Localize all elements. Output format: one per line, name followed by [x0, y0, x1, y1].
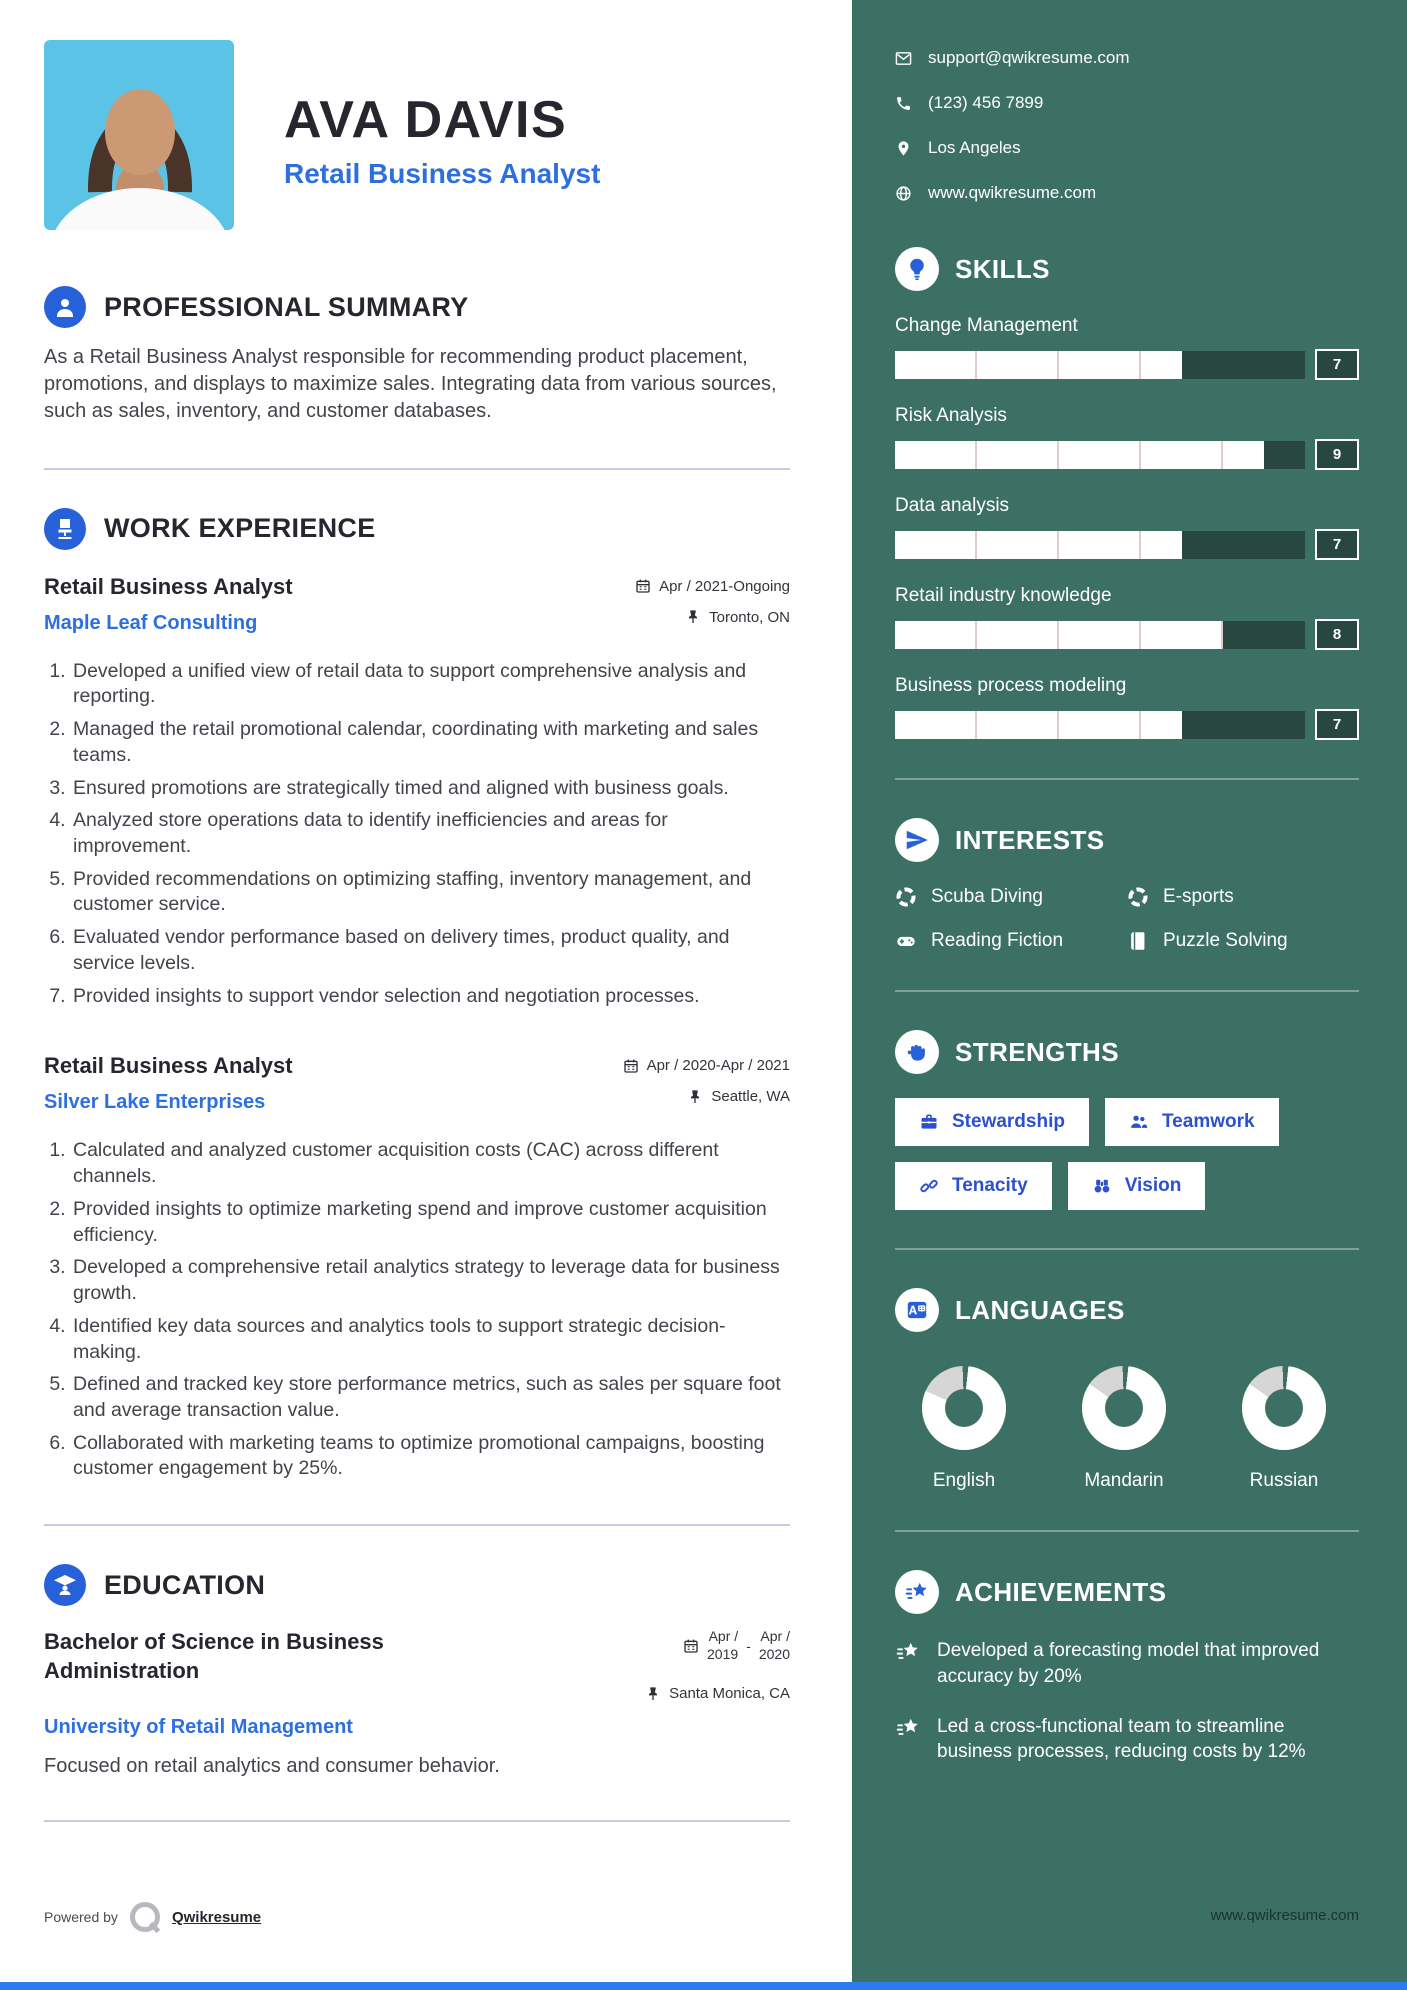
interest-label: Scuba Diving	[931, 886, 1043, 907]
fist-icon	[895, 1030, 939, 1074]
globe-icon	[895, 185, 912, 202]
job-head	[44, 1053, 790, 1114]
job-meta	[635, 574, 790, 626]
shooting-star-icon	[895, 1715, 921, 1741]
achievements-heading-row	[895, 1570, 1359, 1614]
skill-label: Data analysis	[895, 495, 1010, 516]
skill-bar-track	[895, 441, 1305, 469]
job-dates-row	[623, 1057, 790, 1074]
section-achievements	[895, 1570, 1359, 1765]
job-bullet-list	[44, 659, 790, 1010]
achievement-item	[895, 1714, 1359, 1766]
interest-item	[895, 886, 1127, 908]
contact-phone-row	[895, 93, 1359, 113]
skill-bar-fill	[895, 441, 1264, 469]
contact-location-row	[895, 138, 1359, 158]
achievement-text: Developed a forecasting model that improved accuracy by 20%	[937, 1640, 1320, 1687]
job-bullet: 2. Provided insights to optimize marketing spend and improve customer acquisition efficiency.	[71, 1197, 790, 1248]
skill-bar-fill	[895, 621, 1223, 649]
skill-item	[895, 495, 1359, 560]
job-meta	[623, 1053, 790, 1105]
job-bullet: 1. Calculated and analyzed customer acquisition costs (CAC) across different channels.	[71, 1138, 790, 1189]
languages-heading-row	[895, 1288, 1359, 1332]
language-donut-chart	[1242, 1366, 1326, 1450]
strength-badge	[895, 1098, 1089, 1146]
skills-heading: SKILLS	[955, 253, 1050, 284]
lifebuoy-icon	[1127, 886, 1149, 908]
footer-website: www.qwikresume.com	[1210, 1907, 1359, 1924]
job-company: Silver Lake Enterprises	[44, 1091, 266, 1114]
language-charts	[895, 1356, 1359, 1492]
briefcase-icon	[919, 1112, 939, 1132]
job-title-company	[44, 1053, 293, 1114]
job-location-row	[635, 609, 790, 626]
summary-heading-row	[44, 286, 790, 328]
interest-label: Puzzle Solving	[1163, 930, 1288, 951]
contact-website: www.qwikresume.com	[928, 183, 1097, 202]
chain-link-icon	[919, 1176, 939, 1196]
strengths-heading: STRENGTHS	[955, 1036, 1119, 1067]
skill-value-badge: 8	[1315, 619, 1359, 650]
sidebar-divider	[895, 990, 1359, 992]
education-date-separator: -	[746, 1637, 751, 1654]
language-donut-chart	[922, 1366, 1006, 1450]
contact-email-row	[895, 48, 1359, 68]
donut-hole	[945, 1389, 983, 1427]
section-languages	[895, 1288, 1359, 1492]
section-professional-summary	[44, 286, 790, 426]
skill-bar-track	[895, 351, 1305, 379]
skill-value-badge: 7	[1315, 349, 1359, 380]
strength-badges	[895, 1098, 1315, 1210]
job-bullet: 6. Evaluated vendor performance based on delivery times, product quality, and service levels.	[71, 925, 790, 976]
interest-item	[1127, 886, 1359, 908]
job-head	[44, 574, 790, 635]
calendar-icon	[623, 1058, 639, 1074]
calendar-icon	[635, 578, 651, 594]
qwikresume-logo	[130, 1902, 160, 1932]
job-company: Maple Leaf Consulting	[44, 611, 258, 634]
contact-phone: (123) 456 7899	[928, 93, 1044, 112]
education-heading: EDUCATION	[104, 1569, 266, 1600]
job-bullet-list	[44, 1138, 790, 1482]
language-label: Russian	[1249, 1470, 1319, 1491]
section-work-experience	[44, 508, 790, 1483]
language-item	[1219, 1366, 1349, 1492]
skill-bar-row	[895, 529, 1359, 560]
candidate-name: AVA DAVIS	[284, 91, 568, 149]
job-title: Retail Business Analyst	[44, 1053, 293, 1079]
bottom-accent-bar	[0, 1982, 1407, 1990]
job-location: Toronto, ON	[709, 608, 790, 626]
job-bullet: 6. Collaborated with marketing teams to optimize promotional campaigns, boosting customer engagement by 25%.	[71, 1431, 790, 1482]
donut-hole	[1265, 1389, 1303, 1427]
job-dates: Apr / 2021-Ongoing	[659, 577, 790, 595]
translate-icon	[895, 1288, 939, 1332]
envelope-icon	[895, 50, 912, 67]
education-entry	[44, 1628, 790, 1702]
interests-heading: INTERESTS	[955, 824, 1105, 855]
team-icon	[1129, 1112, 1149, 1132]
section-skills	[895, 247, 1359, 740]
divider	[44, 1820, 790, 1822]
language-label: Mandarin	[1084, 1470, 1164, 1491]
education-date-start: Apr / 2019	[707, 1628, 739, 1662]
education-meta	[645, 1628, 790, 1702]
candidate-title: Retail Business Analyst	[284, 158, 601, 189]
name-block	[284, 90, 600, 230]
pushpin-icon	[685, 609, 701, 625]
job-bullet: 3. Developed a comprehensive retail analytics strategy to leverage data for business growth.	[71, 1255, 790, 1306]
skill-label: Business process modeling	[895, 675, 1127, 696]
pushpin-icon	[645, 1686, 661, 1702]
job-dates: Apr / 2020-Apr / 2021	[646, 1057, 790, 1075]
job-location-row	[623, 1088, 790, 1105]
job-bullet: 5. Provided recommendations on optimizing staffing, inventory management, and customer service.	[71, 867, 790, 918]
skill-item	[895, 675, 1359, 740]
lifebuoy-icon	[895, 886, 917, 908]
section-interests	[895, 818, 1359, 952]
footer-left	[44, 1902, 261, 1932]
sidebar-divider	[895, 778, 1359, 780]
binoculars-icon	[1092, 1176, 1112, 1196]
sidebar-divider	[895, 1248, 1359, 1250]
strength-badge	[1068, 1162, 1206, 1210]
user-icon	[44, 286, 86, 328]
skill-item	[895, 405, 1359, 470]
experience-heading: WORK EXPERIENCE	[104, 513, 376, 544]
education-location: Santa Monica, CA	[669, 1685, 790, 1703]
job-bullet: 7. Provided insights to support vendor selection and negotiation processes.	[71, 984, 790, 1010]
language-donut-chart	[1082, 1366, 1166, 1450]
achievement-text: Led a cross-functional team to streamline business processes, reducing costs by 12%	[937, 1715, 1306, 1763]
education-dates-row	[645, 1628, 790, 1663]
divider	[44, 468, 790, 470]
language-item	[1059, 1366, 1189, 1492]
school: University of Retail Management	[44, 1716, 353, 1739]
skill-label: Risk Analysis	[895, 405, 1007, 426]
interest-label: Reading Fiction	[931, 930, 1064, 951]
contact-website-row	[895, 183, 1359, 203]
degree: Bachelor of Science in Business Administration	[44, 1629, 384, 1683]
interest-label: E-sports	[1163, 886, 1234, 907]
job-entry	[44, 1053, 790, 1482]
skill-bar-fill	[895, 351, 1182, 379]
donut-hole	[1105, 1389, 1143, 1427]
strengths-heading-row	[895, 1030, 1359, 1074]
job-bullet: 1. Developed a unified view of retail data to support comprehensive analysis and reporting.	[71, 659, 790, 710]
education-location-row	[645, 1685, 790, 1702]
graduation-cap-icon	[44, 1564, 86, 1606]
phone-icon	[895, 95, 912, 112]
strength-label: Stewardship	[952, 1111, 1065, 1132]
job-title-company	[44, 574, 293, 635]
strength-label: Tenacity	[952, 1175, 1028, 1196]
education-note: Focused on retail analytics and consumer behavior.	[44, 1755, 500, 1778]
job-location: Seattle, WA	[711, 1088, 790, 1106]
lightbulb-icon	[895, 247, 939, 291]
strength-badge	[895, 1162, 1052, 1210]
sidebar	[852, 0, 1407, 1990]
skill-bar-row	[895, 439, 1359, 470]
section-strengths	[895, 1030, 1359, 1210]
strength-badge	[1105, 1098, 1279, 1146]
interests-heading-row	[895, 818, 1359, 862]
job-bullet: 4. Identified key data sources and analytics tools to support strategic decision-making.	[71, 1314, 790, 1365]
pushpin-icon	[687, 1089, 703, 1105]
profile-photo	[44, 40, 234, 230]
skill-bar-track	[895, 531, 1305, 559]
language-label: English	[932, 1470, 996, 1491]
job-bullet: 2. Managed the retail promotional calendar, coordinating with marketing and sales teams.	[71, 717, 790, 768]
skills-heading-row	[895, 247, 1359, 291]
skill-label: Retail industry knowledge	[895, 585, 1112, 606]
shooting-star-icon	[895, 1639, 921, 1665]
strength-label: Teamwork	[1161, 1111, 1255, 1132]
skill-bar-fill	[895, 711, 1182, 739]
skill-bar-track	[895, 711, 1305, 739]
contact-location: Los Angeles	[928, 138, 1021, 157]
contact-email: support@qwikresume.com	[928, 48, 1130, 67]
skill-label: Change Management	[895, 315, 1078, 336]
interests-grid	[895, 886, 1359, 952]
strength-label: Vision	[1124, 1175, 1182, 1196]
job-entry	[44, 574, 790, 1010]
interest-item	[895, 930, 1127, 952]
skill-bar-row	[895, 709, 1359, 740]
gamepad-icon	[895, 930, 917, 952]
skill-item	[895, 315, 1359, 380]
profile-photo-image	[44, 40, 234, 230]
powered-by-label: Powered by	[44, 1909, 118, 1925]
job-bullet: 4. Analyzed store operations data to identify inefficiencies and areas for improvement.	[71, 808, 790, 859]
skill-bar-row	[895, 349, 1359, 380]
header	[44, 40, 790, 230]
divider	[44, 1524, 790, 1526]
interest-item	[1127, 930, 1359, 952]
shooting-star-icon	[895, 1570, 939, 1614]
skill-bar-row	[895, 619, 1359, 650]
office-chair-icon	[44, 508, 86, 550]
book-icon	[1127, 930, 1149, 952]
job-bullet: 3. Ensured promotions are strategically timed and aligned with business goals.	[71, 776, 790, 802]
job-dates-row	[635, 578, 790, 595]
achievements-heading: ACHIEVEMENTS	[955, 1576, 1167, 1607]
language-item	[899, 1366, 1029, 1492]
sidebar-divider	[895, 1530, 1359, 1532]
paper-plane-icon	[895, 818, 939, 862]
job-title: Retail Business Analyst	[44, 573, 293, 599]
education-date-end: Apr / 2020	[758, 1628, 790, 1662]
job-bullet: 5. Defined and tracked key store performance metrics, such as sales per square foot and average transaction value.	[71, 1372, 790, 1423]
calendar-icon	[683, 1638, 699, 1654]
skill-item	[895, 585, 1359, 650]
qwikresume-link[interactable]: Qwikresume	[171, 1908, 262, 1926]
skill-bar-track	[895, 621, 1305, 649]
section-education	[44, 1564, 790, 1778]
experience-heading-row	[44, 508, 790, 550]
languages-heading: LANGUAGES	[955, 1294, 1125, 1325]
location-pin-icon	[895, 140, 912, 157]
skill-value-badge: 7	[1315, 709, 1359, 740]
skill-value-badge: 9	[1315, 439, 1359, 470]
skill-bar-fill	[895, 531, 1182, 559]
summary-heading: PROFESSIONAL SUMMARY	[104, 291, 469, 322]
skill-value-badge: 7	[1315, 529, 1359, 560]
summary-text: As a Retail Business Analyst responsible for recommending product placement, promotions, and displays to maximize sales. Integrating data from various sources, such as sales, inventory, and customer databases.	[44, 346, 777, 423]
education-heading-row	[44, 1564, 790, 1606]
achievement-item	[895, 1638, 1359, 1690]
